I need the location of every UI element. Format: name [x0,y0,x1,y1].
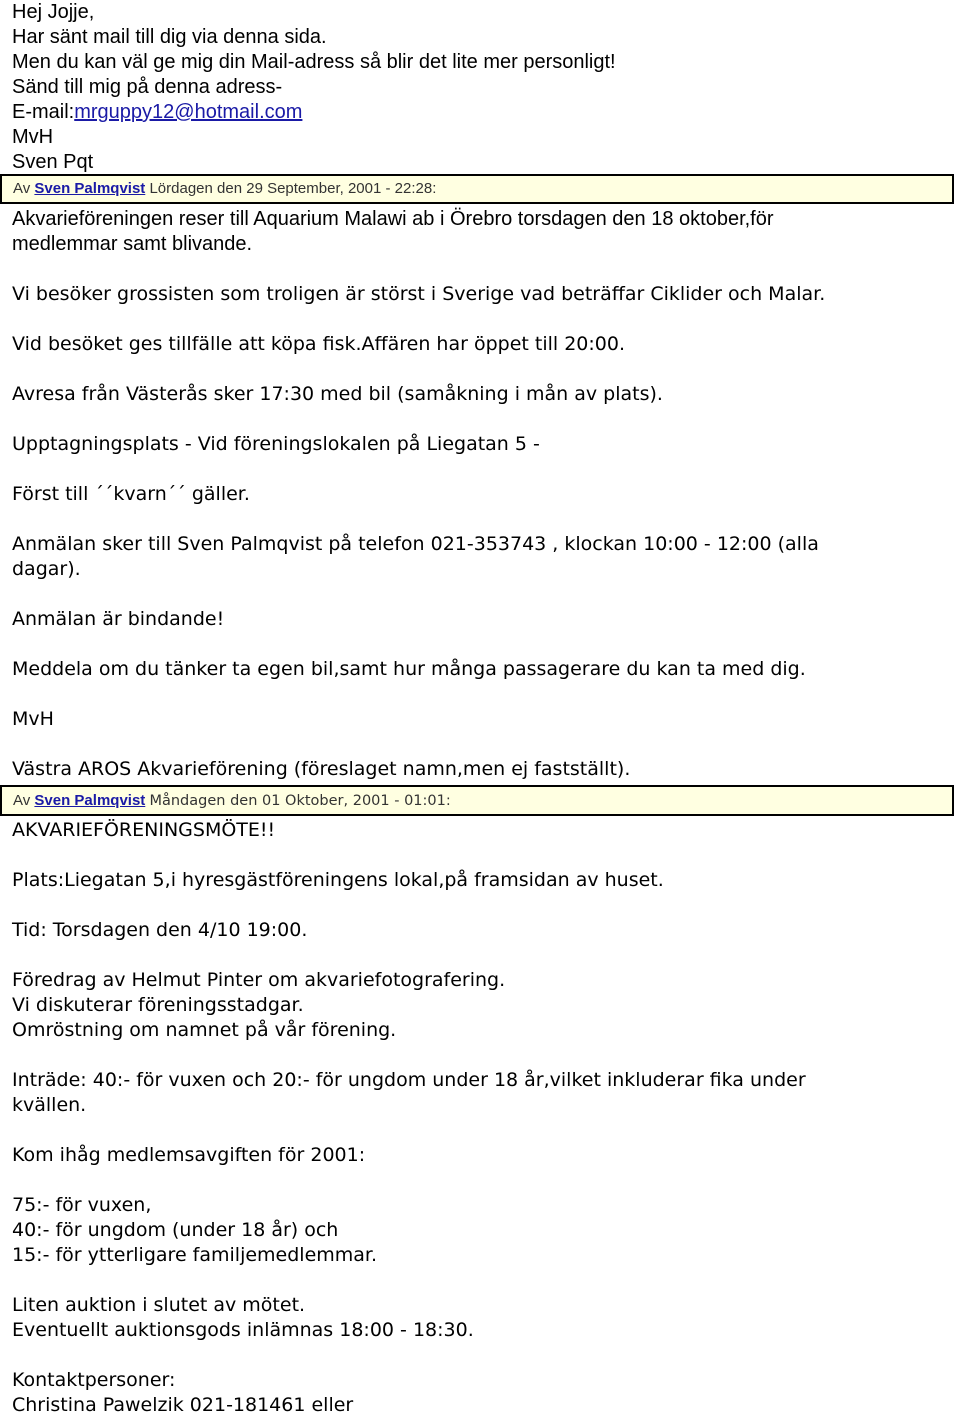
paragraph: Meddela om du tänker ta egen bil,samt hur många passagerare du kan ta med dig. [12,658,806,680]
post-header-prefix: Av [13,180,31,197]
intro-line-1: Har sänt mail till dig via denna sida. [12,26,327,48]
greeting: Hej Jojje, [12,1,95,23]
email-line [12,100,302,125]
paragraph: Västra AROS Akvarieförening (föreslaget namn,men ej fastställt). [12,758,631,780]
paragraph: MvH [12,708,54,730]
email-link[interactable]: mrguppy12@hotmail.com [74,101,303,123]
signature-mvh: MvH [12,126,54,148]
paragraph: 15:- för ytterligare familjemedlemmar. [12,1244,378,1266]
paragraph: Inträde: 40:- för vuxen och 20:- för ungdom under 18 år,vilket inkluderar fika under [12,1069,806,1091]
post-header [0,174,954,204]
post-header-prefix: Av [13,792,31,809]
paragraph: Kom ihåg medlemsavgiften för 2001: [12,1144,366,1166]
paragraph: 40:- för ungdom (under 18 år) och [12,1219,339,1241]
paragraph: 75:- för vuxen, [12,1194,152,1216]
paragraph: Anmälan är bindande! [12,608,225,630]
paragraph: dagar). [12,558,81,580]
paragraph: Liten auktion i slutet av mötet. [12,1294,306,1316]
paragraph: Vi besöker grossisten som troligen är störst i Sverige vad beträffar Ciklider och Malar. [12,283,826,305]
paragraph: kvällen. [12,1094,87,1116]
author-link[interactable]: Sven Palmqvist [34,180,146,197]
paragraph: Eventuellt auktionsgods inlämnas 18:00 - 18:30. [12,1319,474,1341]
paragraph: Vid besöket ges tillfälle att köpa fisk.Affären har öppet till 20:00. [12,333,625,355]
post-header [0,785,954,816]
paragraph: Föredrag av Helmut Pinter om akvariefotografering. [12,969,506,991]
author-link[interactable]: Sven Palmqvist [34,792,146,809]
paragraph: Upptagningsplats - Vid föreningslokalen på Liegatan 5 - [12,433,540,455]
paragraph: Kontaktpersoner: [12,1369,176,1391]
intro-line-3: Sänd till mig på denna adress- [12,76,283,98]
post-header-date: Lördagen den 29 September, 2001 - 22:28: [149,180,437,197]
post-header-date: Måndagen den 01 Oktober, 2001 - 01:01: [149,793,451,809]
paragraph: Christina Pawelzik 021-181461 eller [12,1394,354,1416]
email-label: E-mail: [12,101,75,123]
intro-line-2: Men du kan väl ge mig din Mail-adress så blir det lite mer personligt! [12,51,616,73]
paragraph: Först till ´´kvarn´´ gäller. [12,483,250,505]
paragraph: Anmälan sker till Sven Palmqvist på telefon 021-353743 , klockan 10:00 - 12:00 (alla [12,533,819,555]
paragraph: Omröstning om namnet på vår förening. [12,1019,397,1041]
paragraph: Plats:Liegatan 5,i hyresgästföreningens lokal,på framsidan av huset. [12,869,664,891]
paragraph: Tid: Torsdagen den 4/10 19:00. [12,919,308,941]
paragraph: Avresa från Västerås sker 17:30 med bil (samåkning i mån av plats). [12,383,663,405]
post-intro-1: Akvarieföreningen reser till Aquarium Malawi ab i Örebro torsdagen den 18 oktober,för [12,208,774,230]
post-title: AKVARIEFÖRENINGSMÖTE!! [12,819,276,841]
post-intro-2: medlemmar samt blivande. [12,233,253,255]
signature-name: Sven Pqt [12,151,94,173]
paragraph: Vi diskuterar föreningsstadgar. [12,994,304,1016]
